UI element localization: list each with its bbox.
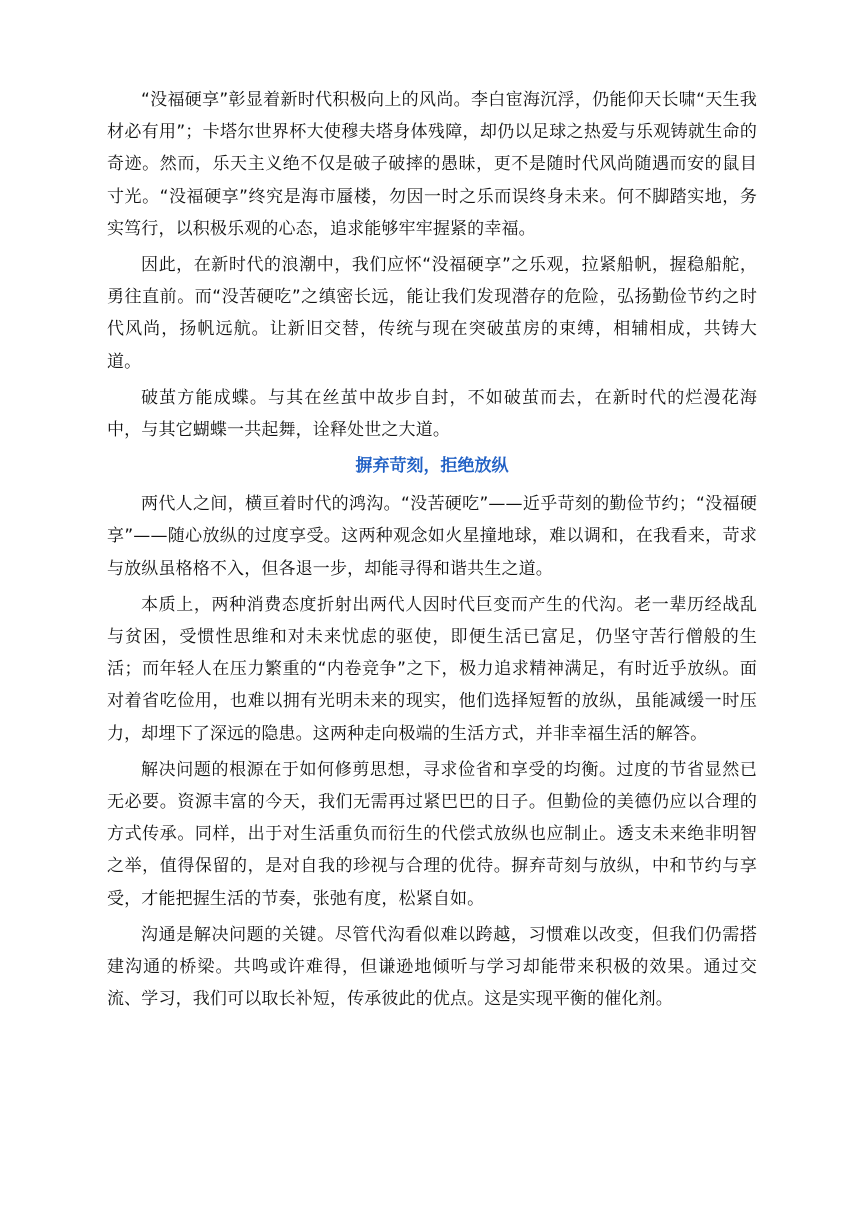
paragraph: 破茧方能成蝶。与其在丝茧中故步自封，不如破茧而去，在新时代的烂漫花海中，与其它蝴蝶一共起舞，诠释处世之大道。	[107, 387, 757, 441]
paragraph: 因此，在新时代的浪潮中，我们应怀“没福硬享”之乐观，拉紧船帆，握稳船舵，勇往直前。而“没苦硬吃”之缜密长远，能让我们发现潜存的危险，弘扬勤俭节约之时代风尚，扬帆远航。让新旧交替，传统与现在突破茧房的束缚，相辅相成，共铸大道。	[107, 255, 757, 372]
paragraph: 沟通是解决问题的关键。尽管代沟看似难以跨越，习惯难以改变，但我们仍需搭建沟通的桥梁。共鸣或许难得，但谦逊地倾听与学习却能带来积极的效果。通过交流、学习，我们可以取长补短，传承彼此的优点。这是实现平衡的催化剂。	[107, 924, 757, 1010]
document-page	[107, 84, 757, 1019]
paragraph: 解决问题的根源在于如何修剪思想，寻求俭省和享受的均衡。过度的节省显然已无必要。资源丰富的今天，我们无需再过紧巴巴的日子。但勤俭的美德仍应以合理的方式传承。同样，出于对生活重负而衍生的代偿式放纵也应制止。透支未来绝非明智之举，值得保留的，是对自我的珍视与合理的优待。摒弃苛刻与放纵，中和节约与享受，才能把握生活的节奏，张弛有度，松紧自如。	[107, 759, 757, 909]
paragraph: 本质上，两种消费态度折射出两代人因时代巨变而产生的代沟。老一辈历经战乱与贫困，受惯性思维和对未来忧虑的驱使，即便生活已富足，仍坚守苦行僧般的生活；而年轻人在压力繁重的“内卷竞争”之下，极力追求精神满足，有时近乎放纵。面对着省吃俭用，也难以拥有光明未来的现实，他们选择短暂的放纵，虽能减缓一时压力，却埋下了深远的隐患。这两种走向极端的生活方式，并非幸福生活的解答。	[107, 594, 757, 744]
paragraph: 两代人之间，横亘着时代的鸿沟。“没苦硬吃”——近乎苛刻的勤俭节约；“没福硬享”——随心放纵的过度享受。这两种观念如火星撞地球，难以调和，在我看来，苛求与放纵虽格格不入，但各退一步，却能寻得和谐共生之道。	[107, 494, 757, 579]
section-title: 摒弃苛刻，拒绝放纵	[355, 456, 509, 477]
paragraph: “没福硬享”彰显着新时代积极向上的风尚。李白宦海沉浮，仍能仰天长啸“天生我材必有用”；卡塔尔世界杯大使穆夫塔身体残障，却仍以足球之热爱与乐观铸就生命的奇迹。然而，乐天主义绝不仅是破子破摔的愚昧，更不是随时代风尚随遇而安的鼠目寸光。“没福硬享”终究是海市蜃楼，勿因一时之乐而误终身未来。何不脚踏实地，务实笃行，以积极乐观的心态，追求能够牢牢握紧的幸福。	[107, 90, 757, 239]
